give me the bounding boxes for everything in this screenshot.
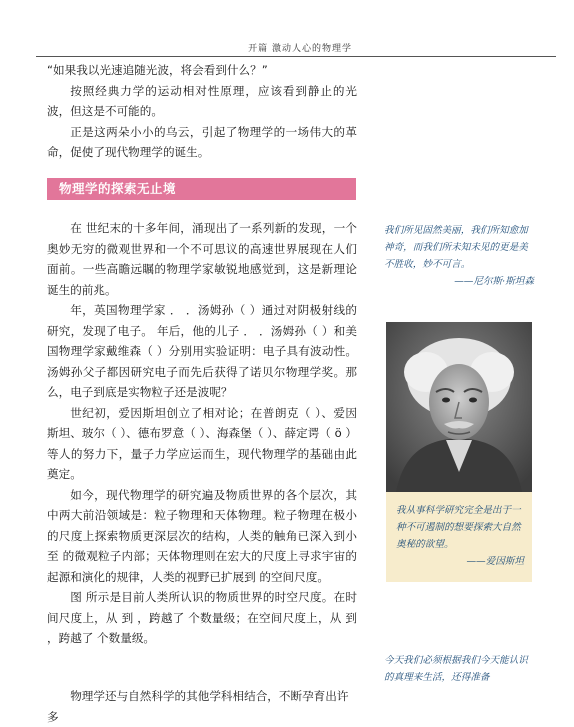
intro-text (47, 60, 357, 163)
body-paragraph: 在 世纪末的十多年间，涌现出了一系列新的发现，一个奥妙无穷的微观世界和一个不可思议的高速世界展现在人们面前。一些高瞻远瞩的物理学家敏锐地感觉到，这是新理论诞生的前兆。 (47, 221, 357, 297)
quote-text: 今天我们必须根据我们今天能认识的真理来生活，还得准备 (384, 655, 528, 683)
body-text (47, 218, 357, 649)
body-continuation (47, 686, 357, 727)
body-paragraph: 如今，现代物理学的研究遍及物质世界的各个层次，其中两大前沿领域是：粒子物理和天体物理。粒子物理在极小的尺度上探索物质更深层次的结构，人类的触角已深入到小至 的微观粒子内部；天体物理则在宏大的尺度上寻求宇宙的起源和演化的规律，人类的视野已扩展到 的空间尺度。 (47, 487, 357, 584)
einstein-portrait (386, 322, 532, 492)
intro-question: “如果我以光速追随光波，将会看到什么？” (47, 63, 268, 77)
intro-paragraph: 按照经典力学的运动相对性原理，应该看到静止的光波，但这是不可能的。 (47, 83, 357, 118)
page-header (0, 40, 574, 58)
quote-box (386, 492, 532, 582)
body-paragraph: 世纪初，爱因斯坦创立了相对论；在普朗克（ ）、爱因斯坦、玻尔（ ）、德布罗意（ ）、海森堡（ ）、薛定谔（ ö ）等人的努力下，量子力学应运而生，现代物理学的基础由此奠定。 (47, 405, 357, 481)
body-paragraph: 年，英国物理学家 ． ．汤姆孙（ ）通过对阴极射线的研究，发现了电子。 年后，他的儿子 ． ．汤姆孙（ ）和美国物理学家戴维森（ ）分别用实验证明：电子具有波动性。汤姆孙父子都因研究电子而先后获得了诺贝尔物理学奖。那么，电子到底是实物粒子还是波呢？ (47, 303, 357, 399)
quote-attribution: ——爱因斯坦 (466, 556, 524, 567)
running-header: 开篇 激动人心的物理学 (248, 44, 352, 54)
sidebar-quote (396, 502, 524, 570)
section-heading (47, 178, 356, 200)
body-paragraph: 图 所示是目前人类所认识的物质世界的时空尺度。在时间尺度上，从 到 ，跨越了 个数量级；在空间尺度上，从 到 ，跨越了 个数量级。 (47, 590, 357, 645)
quote-attribution: ——尼尔斯·斯坦森 (454, 276, 534, 287)
header-rule (36, 56, 556, 57)
sidebar-quote (384, 222, 534, 290)
quote-text: 我们所见固然美丽，我们所知愈加神奇，而我们所未知未见的更是美不胜收，妙不可言。 (384, 225, 528, 270)
quote-text: 我从事科学研究完全是出于一种不可遏制的想要探索大自然奥秘的欲望。 (396, 505, 521, 550)
sidebar-quote (384, 652, 534, 686)
portrait-image (386, 322, 532, 492)
intro-paragraph: 正是这两朵小小的乌云，引起了物理学的一场伟大的革命，促使了现代物理学的诞生。 (47, 124, 357, 159)
section-title: 物理学的探索无止境 (59, 181, 177, 196)
body-paragraph: 物理学还与自然科学的其他学科相结合，不断孕育出许多 (47, 689, 349, 724)
